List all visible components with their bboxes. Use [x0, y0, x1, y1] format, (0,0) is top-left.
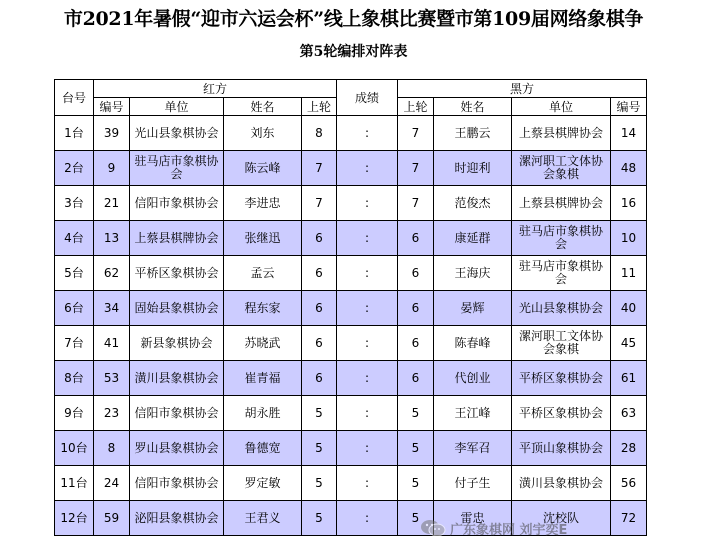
- table-row: [55, 256, 647, 291]
- red-unit: [130, 186, 224, 221]
- row-table-no: 8台: [55, 361, 94, 396]
- red-prev-score: 6: [302, 221, 337, 256]
- table-row: [55, 291, 647, 326]
- black-number: 40: [611, 291, 647, 326]
- black-unit-text: 光山县象棋协会: [518, 300, 603, 315]
- black-name: 付子生: [434, 466, 512, 501]
- black-prev-score: 6: [398, 361, 434, 396]
- result-cell: :: [337, 151, 398, 186]
- red-name: 陈云峰: [224, 151, 302, 186]
- table-row: [55, 466, 647, 501]
- header-row-top: [55, 80, 647, 98]
- table-row: [55, 221, 647, 256]
- black-number: 61: [611, 361, 647, 396]
- black-unit: [512, 396, 611, 431]
- black-unit: [512, 326, 611, 361]
- red-number: 21: [94, 186, 130, 221]
- red-unit-text: 信阳市象棋协会: [134, 195, 219, 210]
- table-row: [55, 361, 647, 396]
- header-red-unit: 单位: [130, 98, 224, 116]
- black-prev-score: 5: [398, 431, 434, 466]
- red-unit-text: 驻马店市象棋协会: [134, 154, 219, 181]
- watermark-text: 广东象棋网 刘宇奕E: [450, 522, 568, 538]
- red-name: 刘东: [224, 116, 302, 151]
- red-unit: [130, 466, 224, 501]
- red-name: 罗定敏: [224, 466, 302, 501]
- black-unit: [512, 256, 611, 291]
- row-table-no: 9台: [55, 396, 94, 431]
- black-unit: [512, 116, 611, 151]
- black-number: 16: [611, 186, 647, 221]
- table-row: [55, 396, 647, 431]
- red-unit: [130, 361, 224, 396]
- red-prev-score: 6: [302, 326, 337, 361]
- row-table-no: 2台: [55, 151, 94, 186]
- black-name: 王江峰: [434, 396, 512, 431]
- result-cell: :: [337, 291, 398, 326]
- result-cell: :: [337, 116, 398, 151]
- black-unit-text: 驻马店市象棋协会: [518, 224, 603, 251]
- row-table-no: 3台: [55, 186, 94, 221]
- red-unit: [130, 116, 224, 151]
- black-name: 王鹏云: [434, 116, 512, 151]
- black-name: 康延群: [434, 221, 512, 256]
- black-unit: [512, 466, 611, 501]
- row-table-no: 10台: [55, 431, 94, 466]
- black-unit-text: 平桥区象棋协会: [518, 370, 603, 385]
- red-name: 胡永胜: [224, 396, 302, 431]
- header-red-number: 编号: [94, 98, 130, 116]
- red-prev-score: 5: [302, 431, 337, 466]
- black-unit-text: 驻马店市象棋协会: [518, 259, 603, 286]
- result-cell: :: [337, 466, 398, 501]
- result-cell: :: [337, 326, 398, 361]
- row-table-no: 5台: [55, 256, 94, 291]
- table-row: [55, 151, 647, 186]
- black-prev-score: 7: [398, 151, 434, 186]
- black-prev-score: 5: [398, 396, 434, 431]
- header-black-number: 编号: [611, 98, 647, 116]
- red-unit: [130, 291, 224, 326]
- red-unit-text: 光山县象棋协会: [134, 125, 219, 140]
- black-number: 45: [611, 326, 647, 361]
- red-prev-score: 6: [302, 291, 337, 326]
- header-red-name: 姓名: [224, 98, 302, 116]
- row-table-no: 11台: [55, 466, 94, 501]
- wechat-icon: [420, 519, 446, 537]
- table-row: [55, 326, 647, 361]
- black-unit-text: 沈校队: [542, 510, 579, 525]
- header-black-prev: 上轮: [398, 98, 434, 116]
- red-unit: [130, 256, 224, 291]
- red-prev-score: 8: [302, 116, 337, 151]
- row-table-no: 6台: [55, 291, 94, 326]
- black-prev-score: 6: [398, 256, 434, 291]
- black-unit: [512, 151, 611, 186]
- red-unit: [130, 151, 224, 186]
- black-prev-score: 7: [398, 186, 434, 221]
- black-name: 陈春峰: [434, 326, 512, 361]
- red-number: 13: [94, 221, 130, 256]
- header-black-side: 黑方: [398, 80, 647, 98]
- black-number: 72: [611, 501, 647, 536]
- red-unit-text: 平桥区象棋协会: [134, 265, 219, 280]
- black-name: 时迎利: [434, 151, 512, 186]
- red-number: 8: [94, 431, 130, 466]
- black-number: 56: [611, 466, 647, 501]
- black-unit-text: 漯河职工文体协会象棋: [518, 154, 603, 181]
- black-unit: [512, 431, 611, 466]
- black-name: 雷忠: [434, 501, 512, 536]
- black-unit: [512, 221, 611, 256]
- result-cell: :: [337, 221, 398, 256]
- red-number: 34: [94, 291, 130, 326]
- red-name: 孟云: [224, 256, 302, 291]
- red-unit: [130, 396, 224, 431]
- red-name: 张继迅: [224, 221, 302, 256]
- row-table-no: 12台: [55, 501, 94, 536]
- red-number: 23: [94, 396, 130, 431]
- black-prev-score: 7: [398, 116, 434, 151]
- red-unit: [130, 221, 224, 256]
- black-unit-text: 平桥区象棋协会: [518, 405, 603, 420]
- header-black-unit: 单位: [512, 98, 611, 116]
- red-number: 24: [94, 466, 130, 501]
- black-number: 63: [611, 396, 647, 431]
- red-unit: [130, 326, 224, 361]
- black-name: 晏辉: [434, 291, 512, 326]
- black-number: 14: [611, 116, 647, 151]
- red-unit-text: 泌阳县象棋协会: [134, 510, 219, 525]
- header-table-no: 台号: [55, 80, 94, 116]
- result-cell: :: [337, 501, 398, 536]
- result-cell: :: [337, 361, 398, 396]
- red-prev-score: 7: [302, 151, 337, 186]
- black-prev-score: 6: [398, 221, 434, 256]
- red-prev-score: 7: [302, 186, 337, 221]
- red-prev-score: 6: [302, 256, 337, 291]
- black-name: 范俊杰: [434, 186, 512, 221]
- black-prev-score: 6: [398, 326, 434, 361]
- red-unit-text: 信阳市象棋协会: [134, 475, 219, 490]
- row-table-no: 7台: [55, 326, 94, 361]
- header-red-prev: 上轮: [302, 98, 337, 116]
- red-unit-text: 信阳市象棋协会: [134, 405, 219, 420]
- red-number: 9: [94, 151, 130, 186]
- red-unit-text: 潢川县象棋协会: [134, 370, 219, 385]
- red-prev-score: 5: [302, 466, 337, 501]
- black-unit-text: 漯河职工文体协会象棋: [518, 329, 603, 356]
- result-cell: :: [337, 256, 398, 291]
- black-number: 48: [611, 151, 647, 186]
- red-number: 59: [94, 501, 130, 536]
- table-row: [55, 116, 647, 151]
- red-unit-text: 新县象棋协会: [140, 335, 213, 350]
- red-name: 王君义: [224, 501, 302, 536]
- result-cell: :: [337, 396, 398, 431]
- black-number: 10: [611, 221, 647, 256]
- red-unit-text: 固始县象棋协会: [134, 300, 219, 315]
- table-row: [55, 186, 647, 221]
- result-cell: :: [337, 186, 398, 221]
- row-table-no: 1台: [55, 116, 94, 151]
- black-unit: [512, 186, 611, 221]
- red-name: 鲁德宽: [224, 431, 302, 466]
- red-prev-score: 6: [302, 361, 337, 396]
- black-prev-score: 5: [398, 501, 434, 536]
- header-black-name: 姓名: [434, 98, 512, 116]
- row-table-no: 4台: [55, 221, 94, 256]
- black-unit-text: 上蔡县棋牌协会: [518, 125, 603, 140]
- black-unit: [512, 361, 611, 396]
- red-number: 41: [94, 326, 130, 361]
- red-unit-text: 罗山县象棋协会: [134, 440, 219, 455]
- black-unit-text: 潢川县象棋协会: [518, 475, 603, 490]
- black-number: 28: [611, 431, 647, 466]
- black-name: 王海庆: [434, 256, 512, 291]
- red-unit-text: 上蔡县棋牌协会: [134, 230, 219, 245]
- red-name: 崔青福: [224, 361, 302, 396]
- red-number: 62: [94, 256, 130, 291]
- red-name: 苏晓武: [224, 326, 302, 361]
- header-red-side: 红方: [94, 80, 337, 98]
- red-name: 程东家: [224, 291, 302, 326]
- red-number: 53: [94, 361, 130, 396]
- black-unit-text: 上蔡县棋牌协会: [518, 195, 603, 210]
- pairing-table: [54, 79, 647, 536]
- black-unit: [512, 291, 611, 326]
- page-subtitle: 第5轮编排对阵表: [299, 44, 408, 60]
- black-prev-score: 6: [398, 291, 434, 326]
- red-number: 39: [94, 116, 130, 151]
- watermark: [420, 516, 670, 540]
- black-number: 11: [611, 256, 647, 291]
- red-unit: [130, 501, 224, 536]
- page-title: 市2021年暑假“迎市六运会杯”线上象棋比赛暨市第109届网络象棋争: [63, 8, 644, 30]
- black-prev-score: 5: [398, 466, 434, 501]
- red-unit: [130, 431, 224, 466]
- result-cell: :: [337, 431, 398, 466]
- table-row: [55, 431, 647, 466]
- black-unit-text: 平顶山象棋协会: [518, 440, 603, 455]
- header-result: 成绩: [337, 80, 398, 116]
- black-name: 代创业: [434, 361, 512, 396]
- red-name: 李进忠: [224, 186, 302, 221]
- red-prev-score: 5: [302, 396, 337, 431]
- red-prev-score: 5: [302, 501, 337, 536]
- pairing-table-body: [55, 80, 647, 536]
- black-name: 李军召: [434, 431, 512, 466]
